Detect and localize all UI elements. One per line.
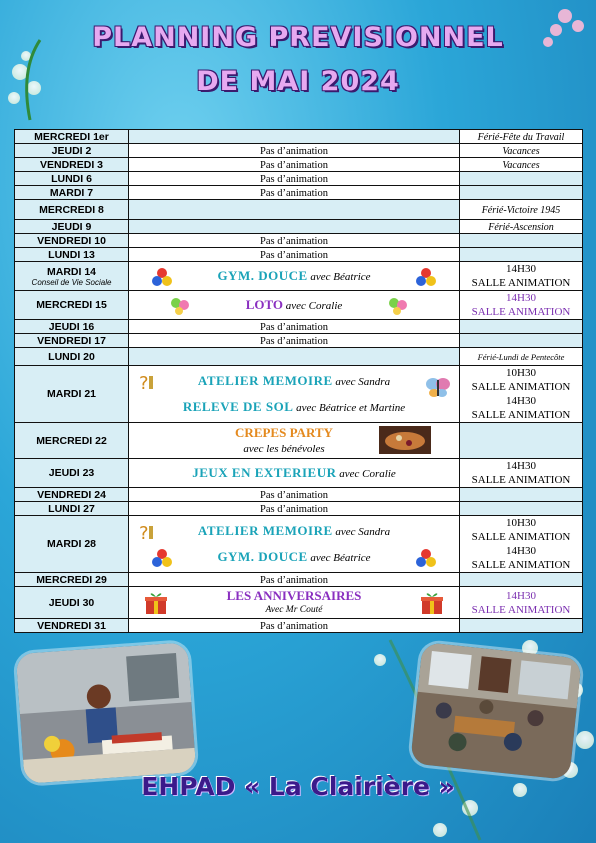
table-row (15, 144, 583, 158)
activity-host: avec Béatrice (310, 552, 371, 564)
table-row (15, 334, 583, 348)
planning-table (14, 129, 583, 633)
activity-title: GYM. DOUCE (217, 268, 308, 283)
activity-title: JEUX EN EXTERIEUR (192, 465, 337, 480)
time-text: 14H30 (506, 460, 536, 472)
activity-host: avec Béatrice et Martine (296, 402, 406, 414)
table-row (15, 502, 583, 516)
day-cell: VENDREDI 10 (15, 234, 129, 248)
note-cell (460, 502, 583, 516)
activity-host: avec Coralie (285, 300, 343, 312)
table-row (15, 348, 583, 366)
day-cell: MERCREDI 15 (15, 291, 129, 320)
time-text: 10H30 (506, 367, 536, 379)
activity-cell (129, 130, 460, 144)
note-cell (460, 619, 583, 633)
activity-text: Pas d’animation (260, 335, 328, 347)
day-cell: JEUDI 9 (15, 220, 129, 234)
activity-host: avec Coralie (339, 468, 396, 480)
activity-host: avec Sandra (335, 526, 391, 538)
table-row (15, 291, 583, 320)
activity-cell (129, 348, 460, 366)
crepe-photo (379, 426, 431, 454)
day-cell: MERCREDI 29 (15, 573, 129, 587)
note-cell (460, 334, 583, 348)
table-row (15, 488, 583, 502)
note-cell (460, 172, 583, 186)
page-subtitle: DE MAI 2024 (196, 66, 400, 97)
table-row (15, 366, 583, 423)
activity-title: ATELIER MEMOIRE (197, 373, 333, 388)
day-sublabel: Conseil de Vie Sociale (31, 277, 112, 287)
note-cell (460, 186, 583, 200)
question-key-icon (137, 372, 159, 392)
table-row (15, 130, 583, 144)
gift-icon (419, 590, 445, 616)
day-cell: LUNDI 27 (15, 502, 129, 516)
room-text: SALLE ANIMATION (471, 381, 571, 393)
day-cell: MARDI 7 (15, 186, 129, 200)
day-cell: MERCREDI 1er (15, 130, 129, 144)
svg-text:?: ? (139, 373, 149, 392)
day-cell: JEUDI 30 (15, 587, 129, 619)
holiday-note: Férié-Victoire 1945 (481, 204, 561, 216)
balls-icon (415, 548, 437, 568)
day-cell: LUNDI 20 (15, 348, 129, 366)
note-cell (460, 248, 583, 262)
day-cell: LUNDI 6 (15, 172, 129, 186)
question-key-icon (137, 522, 159, 542)
room-text: SALLE ANIMATION (471, 474, 571, 486)
footer-title: EHPAD « La Clairière » (141, 772, 455, 801)
room-text: SALLE ANIMATION (471, 559, 571, 571)
note-cell (460, 320, 583, 334)
activity-text: Pas d’animation (260, 145, 328, 157)
activity-text: Pas d’animation (260, 173, 328, 185)
table-row (15, 459, 583, 488)
page-title: PLANNING PREVISIONNEL (92, 22, 504, 53)
table-row (15, 248, 583, 262)
day-label: MARDI 14 (46, 265, 96, 278)
photo-birthday (16, 642, 197, 784)
table-row (15, 516, 583, 573)
table-row (15, 220, 583, 234)
table-row (15, 200, 583, 220)
day-cell: MERCREDI 8 (15, 200, 129, 220)
day-cell: VENDREDI 17 (15, 334, 129, 348)
table-row (15, 587, 583, 619)
note-cell (460, 573, 583, 587)
time-text: 14H30 (506, 589, 536, 602)
holiday-note: Férié-Lundi de Pentecôte (477, 351, 565, 362)
room-text: SALLE ANIMATION (471, 603, 571, 616)
activity-host: avec les bénévoles (243, 442, 325, 455)
balls-icon (415, 267, 437, 287)
activity-title: GYM. DOUCE (217, 549, 308, 564)
activity-text: Pas d’animation (260, 620, 328, 632)
activity-title: ATELIER MEMOIRE (197, 523, 333, 538)
day-cell: VENDREDI 31 (15, 619, 129, 633)
table-row (15, 172, 583, 186)
time-text: 14H30 (506, 545, 536, 557)
balls-icon (151, 267, 173, 287)
table-row (15, 619, 583, 633)
time-text: 14H30 (506, 263, 536, 275)
time-text: 14H30 (506, 395, 536, 407)
day-cell: MARDI 21 (15, 366, 129, 423)
day-cell: JEUDI 23 (15, 459, 129, 488)
room-text: SALLE ANIMATION (471, 409, 571, 421)
activity-host: avec Sandra (335, 376, 391, 388)
day-cell: MERCREDI 22 (15, 423, 129, 459)
holiday-note: Férié-Ascension (488, 221, 554, 233)
day-cell: MARDI 28 (15, 516, 129, 573)
activity-text: Pas d’animation (260, 503, 328, 515)
activity-text: Pas d’animation (260, 159, 328, 171)
room-text: SALLE ANIMATION (471, 277, 571, 289)
activity-text: Pas d’animation (260, 489, 328, 501)
activity-text: Pas d’animation (260, 574, 328, 586)
holiday-note: Vacances (502, 159, 540, 171)
holiday-note: Vacances (502, 145, 540, 157)
loto-icon (387, 296, 409, 316)
activity-text: Pas d’animation (260, 249, 328, 261)
activity-title: LOTO (245, 297, 284, 312)
photo-activity-room (410, 642, 582, 780)
room-text: SALLE ANIMATION (471, 531, 571, 543)
table-row (15, 262, 583, 291)
gift-icon (143, 590, 169, 616)
day-cell: VENDREDI 24 (15, 488, 129, 502)
note-cell (460, 234, 583, 248)
activity-cell (129, 200, 460, 220)
table-row (15, 186, 583, 200)
day-cell: LUNDI 13 (15, 248, 129, 262)
day-cell: VENDREDI 3 (15, 158, 129, 172)
activity-text: Pas d’animation (260, 321, 328, 333)
activity-host: Avec Mr Couté (265, 604, 323, 615)
day-cell: JEUDI 16 (15, 320, 129, 334)
table-row (15, 320, 583, 334)
balls-icon (151, 548, 173, 568)
activity-cell (129, 220, 460, 234)
day-cell: JEUDI 2 (15, 144, 129, 158)
svg-text:?: ? (139, 523, 149, 542)
table-row (15, 573, 583, 587)
activity-title: RELEVE DE SOL (182, 399, 294, 414)
time-text: 14H30 (506, 292, 536, 304)
table-row (15, 158, 583, 172)
loto-icon (169, 296, 191, 316)
holiday-note: Férié-Fête du Travail (477, 131, 565, 143)
activity-text: Pas d’animation (260, 235, 328, 247)
activity-title: CREPES PARTY (235, 424, 333, 440)
time-text: 10H30 (506, 517, 536, 529)
note-cell (460, 423, 583, 459)
table-row (15, 234, 583, 248)
activity-text: Pas d’animation (260, 187, 328, 199)
activity-host: avec Béatrice (310, 271, 371, 283)
table-row (15, 423, 583, 459)
note-cell (460, 488, 583, 502)
activity-title: LES ANNIVERSAIRES (226, 587, 362, 603)
room-text: SALLE ANIMATION (471, 306, 571, 318)
